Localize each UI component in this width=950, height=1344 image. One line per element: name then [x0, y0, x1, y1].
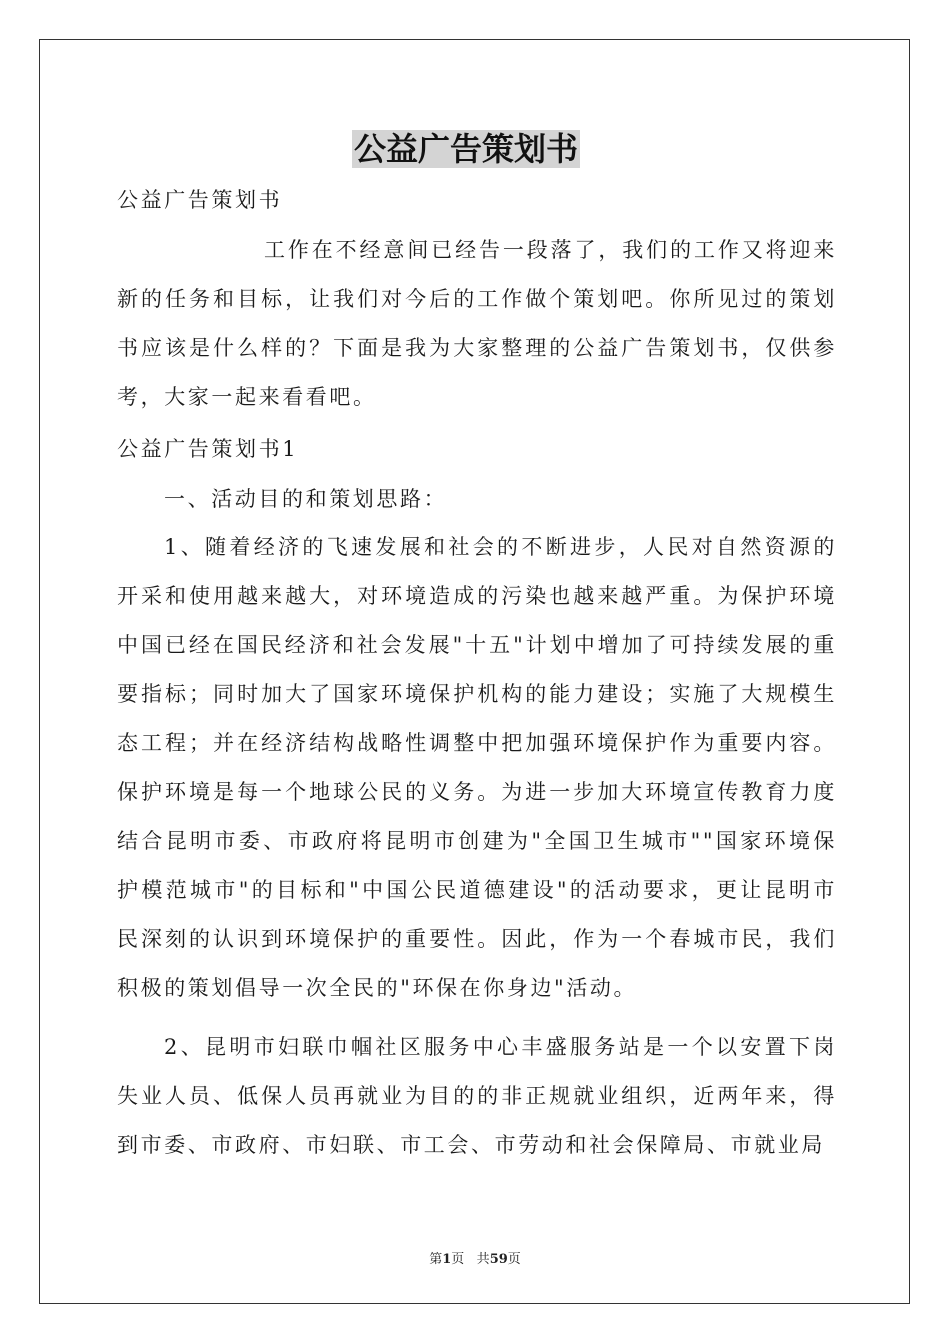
section-heading: 公益广告策划书1 — [117, 437, 299, 461]
total-prefix: 共 — [476, 1252, 490, 1267]
page-number: 1 — [442, 1252, 452, 1267]
total-suffix: 页 — [507, 1252, 521, 1267]
document-subtitle: 公益广告策划书 — [117, 188, 283, 212]
intro-paragraph: 工作在不经意间已经告一段落了，我们的工作又将迎来新的任务和目标，让我们对今后的工作做个策划吧。你所见过的策划书应该是什么样的？下面是我为大家整理的公益广告策划书，仅供参考，大家一起来看看吧。 — [117, 238, 837, 409]
page-prefix: 第 — [429, 1252, 443, 1267]
page-footer — [0, 1248, 950, 1267]
page-suffix: 页 — [451, 1252, 465, 1267]
document-title: 公益广告策划书 — [354, 130, 579, 168]
sub-heading: 一、活动目的和策划思路： — [164, 487, 448, 511]
paragraph-1: 1、随着经济的飞速发展和社会的不断进步，人民对自然资源的开采和使用越来越大，对环境造成的污染也越来越严重。为保护环境中国已经在国民经济和社会发展"十五"计划中增加了可持续发展的重要指标；同时加大了国家环境保护机构的能力建设；实施了大规模生态工程；并在经济结构战略性调整中把加强环境保护作为重要内容。保护环境是每一个地球公民的义务。为进一步加大环境宣传教育力度结合昆明市委、市政府将昆明市创建为"全国卫生城市""国家环境保护模范城市"的目标和"中国公民道德建设"的活动要求，更让昆明市民深刻的认识到环境保护的重要性。因此，作为一个春城市民，我们积极的策划倡导一次全民的"环保在你身边"活动。 — [117, 535, 837, 1000]
total-pages: 59 — [489, 1252, 508, 1267]
paragraph-2: 2、昆明市妇联巾帼社区服务中心丰盛服务站是一个以安置下岗失业人员、低保人员再就业为目的的非正规就业组织，近两年来，得到市委、市政府、市妇联、市工会、市劳动和社会保障局、市就业局 — [117, 1035, 837, 1157]
